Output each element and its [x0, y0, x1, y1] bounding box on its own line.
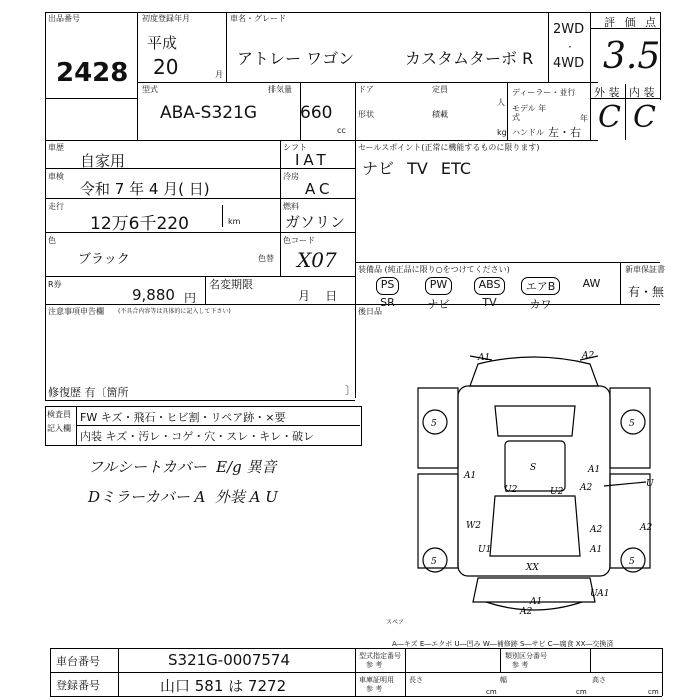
equip-abs: ABS [474, 277, 506, 295]
shift-label: シフト [283, 143, 307, 152]
recycle-value: 9,880 [132, 286, 175, 304]
int-grade-label: 内 装 [629, 86, 655, 99]
sales-points-label: セールスポイント(正常に機能するものに限ります) [358, 143, 540, 152]
notes-label: 注意事項申告欄 [48, 307, 104, 316]
equip-aw: AW [582, 277, 601, 290]
drive-4wd: 4WD [553, 56, 585, 71]
equip-ps: PS [376, 277, 400, 295]
ac-label: 冷房 [283, 172, 299, 181]
diagram-mark: 5 [431, 557, 437, 567]
grade-score: 3.5 [603, 36, 661, 77]
mileage-unit: km [228, 217, 241, 226]
color-code-label: 色コード [283, 236, 315, 245]
garage-dims-label: 車庫証明用 [359, 676, 394, 684]
model-value: ABA-S321G [160, 103, 258, 123]
shape-label: 形状 [358, 110, 374, 119]
equip-airbag: エアB [521, 277, 561, 295]
chassis-number: S321G-0007574 [168, 651, 290, 669]
retrofit-label: 後日品 [358, 307, 382, 316]
model-label: 型式 [142, 85, 158, 94]
width-unit: cm [576, 688, 587, 696]
diagram-mark: 5 [629, 557, 635, 567]
car-name: アトレー ワゴン [237, 49, 355, 68]
equipment-label: 装備品 (純正品に限り○をつけてください) [358, 265, 510, 274]
fuel-label: 燃料 [283, 202, 299, 211]
doors-label: ドア [358, 85, 374, 94]
recycle-unit: 円 [184, 291, 197, 305]
warranty-label: 新車保証書 [625, 265, 665, 274]
diagram-mark: A1 [478, 353, 491, 363]
drive-2wd: 2WD [553, 22, 585, 37]
diagram-mark: A2 [590, 525, 603, 535]
history-value: 自家用 [80, 152, 126, 170]
displacement-unit: cc [337, 126, 346, 135]
first-reg-label: 初度登録年月 [142, 14, 190, 23]
sales-points-value: ナビ TV ETC [362, 159, 472, 178]
dealer-label: ディーラー・並行 [512, 88, 576, 97]
diagram-mark: A2 [582, 351, 595, 361]
type-number-sub: 参 考 [366, 661, 383, 669]
length-label: 長さ [409, 676, 423, 684]
color-value: ブラック [78, 252, 130, 267]
handle-value: 左・右 [548, 126, 581, 139]
color-change-label: 色替 [258, 254, 274, 263]
diagram-mark: U [646, 479, 654, 489]
mileage-value: 12万6千220 [90, 214, 189, 234]
inspection-label: 車検 [48, 172, 64, 181]
equip-tv: TV [482, 296, 497, 309]
diagram-mark: W2 [466, 521, 481, 531]
diagram-mark: 5 [629, 419, 635, 429]
class-number-label: 類別区分番号 [505, 652, 547, 660]
load-unit: kg [497, 128, 507, 137]
inspector-row-2: 内装 キズ・汚レ・コゲ・穴・スレ・キレ・破レ [80, 430, 315, 443]
color-code: X07 [297, 248, 337, 272]
class-number-sub: 参 考 [512, 661, 529, 669]
load-label: 積載 [432, 110, 448, 119]
model-year-unit: 年 [580, 114, 588, 123]
capacity-label: 定員 [432, 85, 448, 94]
handwritten-line-1: フルシートカバー E/g 異音 [88, 458, 277, 476]
length-unit: cm [486, 688, 497, 696]
diagram-mark: 5 [431, 419, 437, 429]
mileage-label: 走行 [48, 202, 64, 211]
first-reg-year: 20 [153, 55, 179, 79]
model-year-label: モデル 年式 [512, 104, 547, 122]
diagram-mark: A1 [590, 545, 603, 555]
diagram-mark: S [530, 463, 537, 473]
diagram-mark: A2 [640, 523, 653, 533]
diagram-mark: UA1 [590, 589, 610, 599]
color-label: 色 [48, 236, 56, 245]
diagram-mark: A1 [530, 597, 543, 607]
car-label: 車名・グレード [230, 14, 286, 23]
lot-label: 出品番号 [48, 14, 80, 23]
inspection-value: 令和 7 年 4 月( 日) [80, 180, 210, 198]
equip-sr: SR [380, 296, 395, 309]
car-grade: カスタムターボ R [405, 49, 534, 68]
repair-close: 〕 [345, 384, 356, 397]
displacement-value: 660 [300, 103, 333, 123]
first-reg-era: 平成 [147, 34, 178, 52]
repair-label: 修復歴 有〔箇所 [48, 386, 129, 399]
handwritten-line-2: Dミラーカバー A 外装 A U [88, 488, 278, 506]
type-number-label: 型式指定番号 [359, 652, 401, 660]
deadline-label: 名変期限 [209, 278, 253, 291]
car-damage-diagram [400, 346, 670, 626]
ac-value: AC [305, 180, 334, 198]
notes-sub: (不具合内容等は具体的に記入して下さい) [118, 308, 231, 315]
plate-number: 山口 581 は 7272 [160, 677, 287, 695]
inspector-label-1: 検査員 [47, 410, 71, 419]
chassis-label: 車台番号 [56, 655, 100, 668]
deadline-value: 月 日 [298, 289, 338, 303]
diagram-mark: XX [526, 563, 539, 573]
history-label: 車歴 [48, 143, 64, 152]
garage-dims-sub: 参 考 [366, 685, 383, 693]
diagram-mark: A1 [588, 465, 601, 475]
handle-label: ハンドル [512, 128, 544, 137]
height-unit: cm [648, 688, 659, 696]
auction-sheet: 出品番号 2428 初度登録年月 平成 20 月 車名・グレード アトレー ワゴン カスタムターボ R 2WD · 4WD 評 価 点 3.5 外 装 内 装 C C 型式 ABA-S321G 排気量 660 cc ドア 定員 人 形状 積載 kg ディーラー・並行 モデル 年式 年 ハンドル 左・右 車歴 自家用 シフト IAT 車検 令和 7 年 4 月( 日) 冷房 AC 走行 12万6千220 km 燃料 ガソリン 色 ブラック 色替 色コード X07 R券 9,880 円 名変期限 月 日 注意事項申告欄 (不具合内容等は具体的に記入して下さい) 修復歴 有〔箇所 〕 セールスポイント(正常に機能するものに限ります) ナビ TV ETC 装備品 (純正品に限り○をつけてください) PS PW ABS エアB AW SR ナビ TV カワ 新車保証書 有・無 後日品 検査員 記入欄 FW キズ・飛石・ヒビ割・リペア跡・×要 内装 キズ・汚レ・コゲ・穴・スレ・キレ・破レ フルシートカバー E/g 異音 Dミラーカバー A 外装 A U A1 A2 5 5 5 5 A1 A1 S U2 A2 U2 W2 A2 A2 U1 A1 XX A1 UA1 A2 U スペア A―キズ E―エクボ U―凹み W―補修跡 S―サビ C―腐食 XX―交換済 車台番号 S321G-0007574 登録番号 山口 581 は 7272 型式指定番号 参 考 類別区分番号 参 考 車庫証明用 参 考 長さ cm 幅 cm 高さ cm [0, 0, 700, 700]
recycle-label: R券 [48, 280, 62, 289]
first-reg-month-unit: 月 [215, 70, 223, 79]
plate-label: 登録番号 [56, 679, 100, 692]
lot-number: 2428 [56, 58, 129, 88]
diagram-mark: U1 [478, 545, 492, 555]
inspector-row-1: FW キズ・飛石・ヒビ割・リペア跡・×要 [80, 411, 286, 424]
grade-label: 評 価 点 [604, 16, 659, 29]
displacement-label: 排気量 [268, 85, 292, 94]
width-label: 幅 [500, 676, 507, 684]
ext-grade-label: 外 装 [594, 86, 620, 99]
diagram-mark: A2 [520, 607, 533, 617]
equipment-grid [362, 277, 618, 312]
diagram-mark: U2 [504, 485, 518, 495]
diagram-mark: A2 [580, 483, 593, 493]
equip-navi: ナビ [427, 298, 450, 311]
fuel-value: ガソリン [285, 213, 346, 231]
damage-legend: A―キズ E―エクボ U―凹み W―補修跡 S―サビ C―腐食 XX―交換済 [392, 640, 614, 648]
equip-pw: PW [425, 277, 453, 295]
warranty-value: 有・無 [628, 285, 665, 299]
ext-grade: C [598, 100, 621, 135]
int-grade: C [633, 100, 656, 135]
capacity-unit: 人 [497, 98, 505, 107]
diagram-mark: U2 [550, 487, 564, 497]
diagram-mark: A1 [464, 471, 477, 481]
inspector-label-2: 記入欄 [47, 424, 71, 433]
shift-value: IAT [295, 151, 330, 169]
height-label: 高さ [592, 676, 606, 684]
equip-leather: カワ [529, 298, 552, 311]
spare-label: スペア [386, 619, 405, 626]
